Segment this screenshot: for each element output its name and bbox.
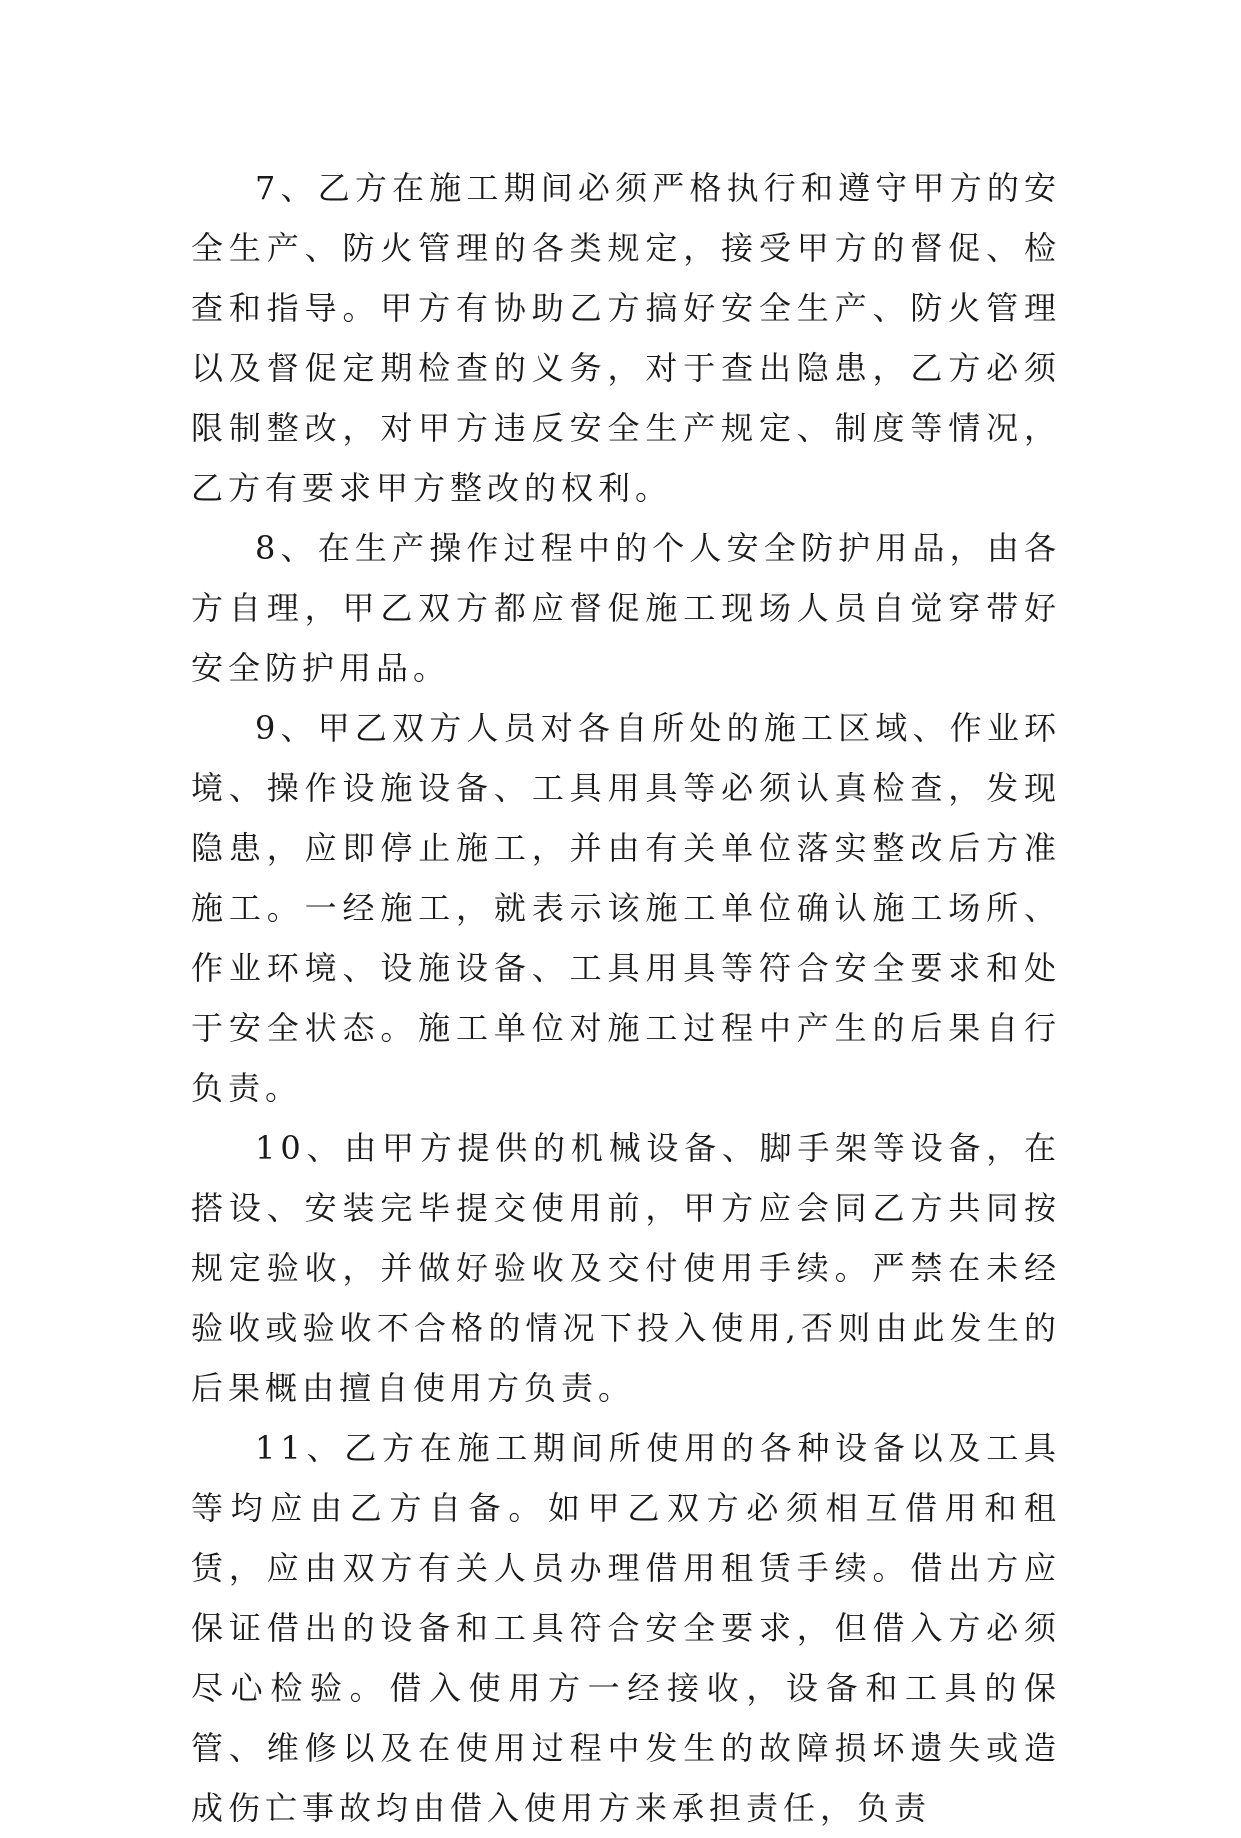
clause-9-paragraph: 9、甲乙双方人员对各自所处的施工区域、作业环境、操作设施设备、工具用具等必须认真检查，发现隐患，应即停止施工，并由有关单位落实整改后方准施工。一经施工，就表示该施工单位确认施工场所、作业环境、设施设备、工具用具等符合安全要求和处于安全状态。施工单位对施工过程中产生的后果自行负责。 (191, 709, 1061, 1107)
clause-7-paragraph: 7、乙方在施工期间必须严格执行和遵守甲方的安全生产、防火管理的各类规定，接受甲方的督促、检查和指导。甲方有协助乙方搞好安全生产、防火管理以及督促定期检查的义务，对于查出隐患，乙方必须限制整改，对甲方违反安全生产规定、制度等情况，乙方有要求甲方整改的权利。 (191, 169, 1061, 507)
clause-11-paragraph: 11、乙方在施工期间所使用的各种设备以及工具等均应由乙方自备。如甲乙双方必须相互借用和租赁，应由双方有关人员办理借用租赁手续。借出方应保证借出的设备和工具符合安全要求，但借入方必须尽心检验。借入使用方一经接收，设备和工具的保管、维修以及在使用过程中发生的故障损坏遗失或造成伤亡事故均由借入使用方来承担责任，负责 (191, 1429, 1061, 1827)
document-body (191, 158, 1061, 1838)
clause-10-paragraph: 10、由甲方提供的机械设备、脚手架等设备，在搭设、安装完毕提交使用前，甲方应会同乙方共同按规定验收，并做好验收及交付使用手续。严禁在未经验收或验收不合格的情况下投入使用,否则由此发生的后果概由擅自使用方负责。 (191, 1129, 1061, 1407)
clause-8-paragraph: 8、在生产操作过程中的个人安全防护用品，由各方自理，甲乙双方都应督促施工现场人员自觉穿带好安全防护用品。 (191, 529, 1061, 687)
